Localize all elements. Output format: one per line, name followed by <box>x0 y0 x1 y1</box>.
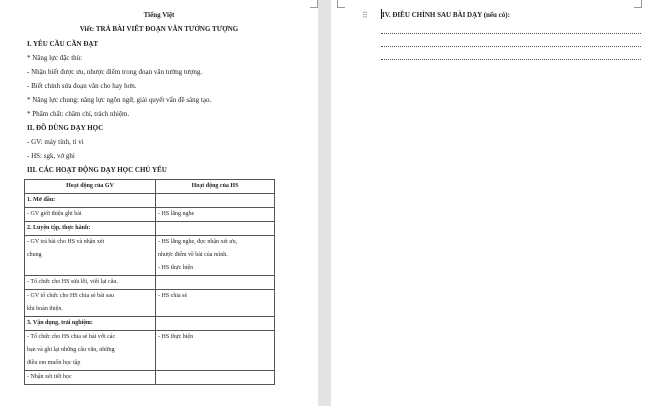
empty-cell <box>156 222 275 236</box>
student-activity-text <box>158 303 272 316</box>
section-label: 2. Luyện tập, thực hành: <box>27 225 91 231</box>
dotted-line[interactable] <box>381 59 641 60</box>
material-item: - GV: máy tính, ti vi <box>27 138 84 146</box>
student-activity-text <box>158 344 272 357</box>
section-heading-requirements: I. YÊU CẦU CẦN ĐẠT <box>27 40 99 48</box>
student-activity-text <box>158 357 272 370</box>
teacher-activity-text: điều em muốn học tập <box>27 360 81 366</box>
student-activity-text: nhược điểm về bài của mình. <box>158 252 228 258</box>
document-page-1[interactable] <box>0 0 318 406</box>
dotted-line[interactable] <box>381 46 641 47</box>
section-label-cell <box>25 317 156 331</box>
student-activity-text: - HS thực hiện <box>158 334 194 340</box>
dotted-line[interactable] <box>381 33 641 34</box>
student-activity-text: - HS lắng nghe, đọc nhận xét ưu, <box>158 239 238 245</box>
document-page-2[interactable] <box>331 0 650 406</box>
student-activity-cell <box>156 208 275 222</box>
margin-corner-marker <box>337 0 345 8</box>
teacher-activity-cell <box>25 371 156 385</box>
requirement-item: - Nhận biết được ưu, nhược điểm trong đoạn văn tưởng tượng. <box>27 68 203 76</box>
section-heading-materials: II. ĐỒ DÙNG DẠY HỌC <box>27 124 104 132</box>
teacher-activity-text: - Tổ chức cho HS sửa lỗi, viết lại câu. <box>27 279 118 285</box>
student-activity-text: - HS lắng nghe <box>158 211 195 217</box>
empty-cell <box>156 194 275 208</box>
table-body <box>25 194 275 385</box>
requirement-item: - Biết chỉnh sửa đoạn văn cho hay hơn. <box>27 82 137 90</box>
teacher-activity-text: - Nhận xét tiết học <box>27 374 72 380</box>
student-activity-cell <box>156 290 275 317</box>
teacher-activity-cell <box>25 331 156 371</box>
requirement-item: * Năng lực đặc thù: <box>27 54 83 62</box>
table-header-gv: Hoạt động của GV <box>25 180 156 194</box>
teacher-activity-text: - GV trả bài cho HS và nhận xét <box>27 239 105 245</box>
table-section-row <box>25 222 275 236</box>
section-heading-activities: III. CÁC HOẠT ĐỘNG DẠY HỌC CHỦ YẾU <box>27 166 167 174</box>
requirement-item: * Năng lực chung: năng lực ngôn ngữ, giải quyết vấn đề sáng tạo. <box>27 96 212 104</box>
student-activity-text <box>158 276 272 289</box>
teacher-activity-cell <box>25 208 156 222</box>
table-header-hs: Hoạt động của HS <box>156 180 275 194</box>
table-row <box>25 371 275 385</box>
section-label-cell <box>25 222 156 236</box>
table-section-row <box>25 194 275 208</box>
teacher-activity-text: bạn và ghi lại những câu văn, những <box>27 347 115 353</box>
section-label: 1. Mở đầu: <box>27 197 56 203</box>
table-row <box>25 208 275 222</box>
teacher-activity-text: - GV giới thiệu ghi bài <box>27 211 82 217</box>
teacher-activity-text <box>27 262 153 275</box>
student-activity-text: - HS thực hiện <box>158 265 194 271</box>
table-row <box>25 236 275 276</box>
section-label: 3. Vận dụng, trải nghiệm: <box>27 320 93 326</box>
margin-corner-marker <box>634 0 642 8</box>
student-activity-cell <box>156 331 275 371</box>
margin-corner-marker <box>310 0 318 8</box>
lesson-title: Viết: TRẢ BÀI VIẾT ĐOẠN VĂN TƯỞNG TƯỢNG <box>79 25 239 33</box>
teacher-activity-cell <box>25 276 156 290</box>
adjustment-heading[interactable]: IV. ĐIỀU CHỈNH SAU BÀI DẠY (nếu có): <box>382 11 510 19</box>
teacher-activity-cell <box>25 290 156 317</box>
teacher-activity-cell <box>25 236 156 276</box>
student-activity-text: - HS chia sẻ <box>158 293 188 299</box>
table-row <box>25 276 275 290</box>
requirement-item: * Phẩm chất: chăm chỉ, trách nhiệm. <box>27 110 130 118</box>
drag-handle-icon[interactable]: ⠿ <box>362 11 368 20</box>
teacher-activity-text: khi hoàn thiện. <box>27 306 63 312</box>
empty-cell <box>156 317 275 331</box>
table-row <box>25 290 275 317</box>
teacher-activity-text: chung <box>27 252 42 258</box>
subject-title: Tiếng Việt <box>143 11 175 19</box>
table-header-row <box>25 180 275 194</box>
teacher-activity-text: - GV tổ chức cho HS chia sẻ bài sau <box>27 293 114 299</box>
lesson-activities-table <box>24 179 275 385</box>
table-row <box>25 331 275 371</box>
section-label-cell <box>25 194 156 208</box>
student-activity-cell <box>156 276 275 290</box>
teacher-activity-text: - Tổ chức cho HS chia sẻ bài với các <box>27 334 116 340</box>
material-item: - HS: sgk, vở ghi <box>27 152 75 160</box>
student-activity-text <box>158 371 272 384</box>
student-activity-cell <box>156 236 275 276</box>
student-activity-cell <box>156 371 275 385</box>
page-gap <box>318 0 331 406</box>
table-section-row <box>25 317 275 331</box>
